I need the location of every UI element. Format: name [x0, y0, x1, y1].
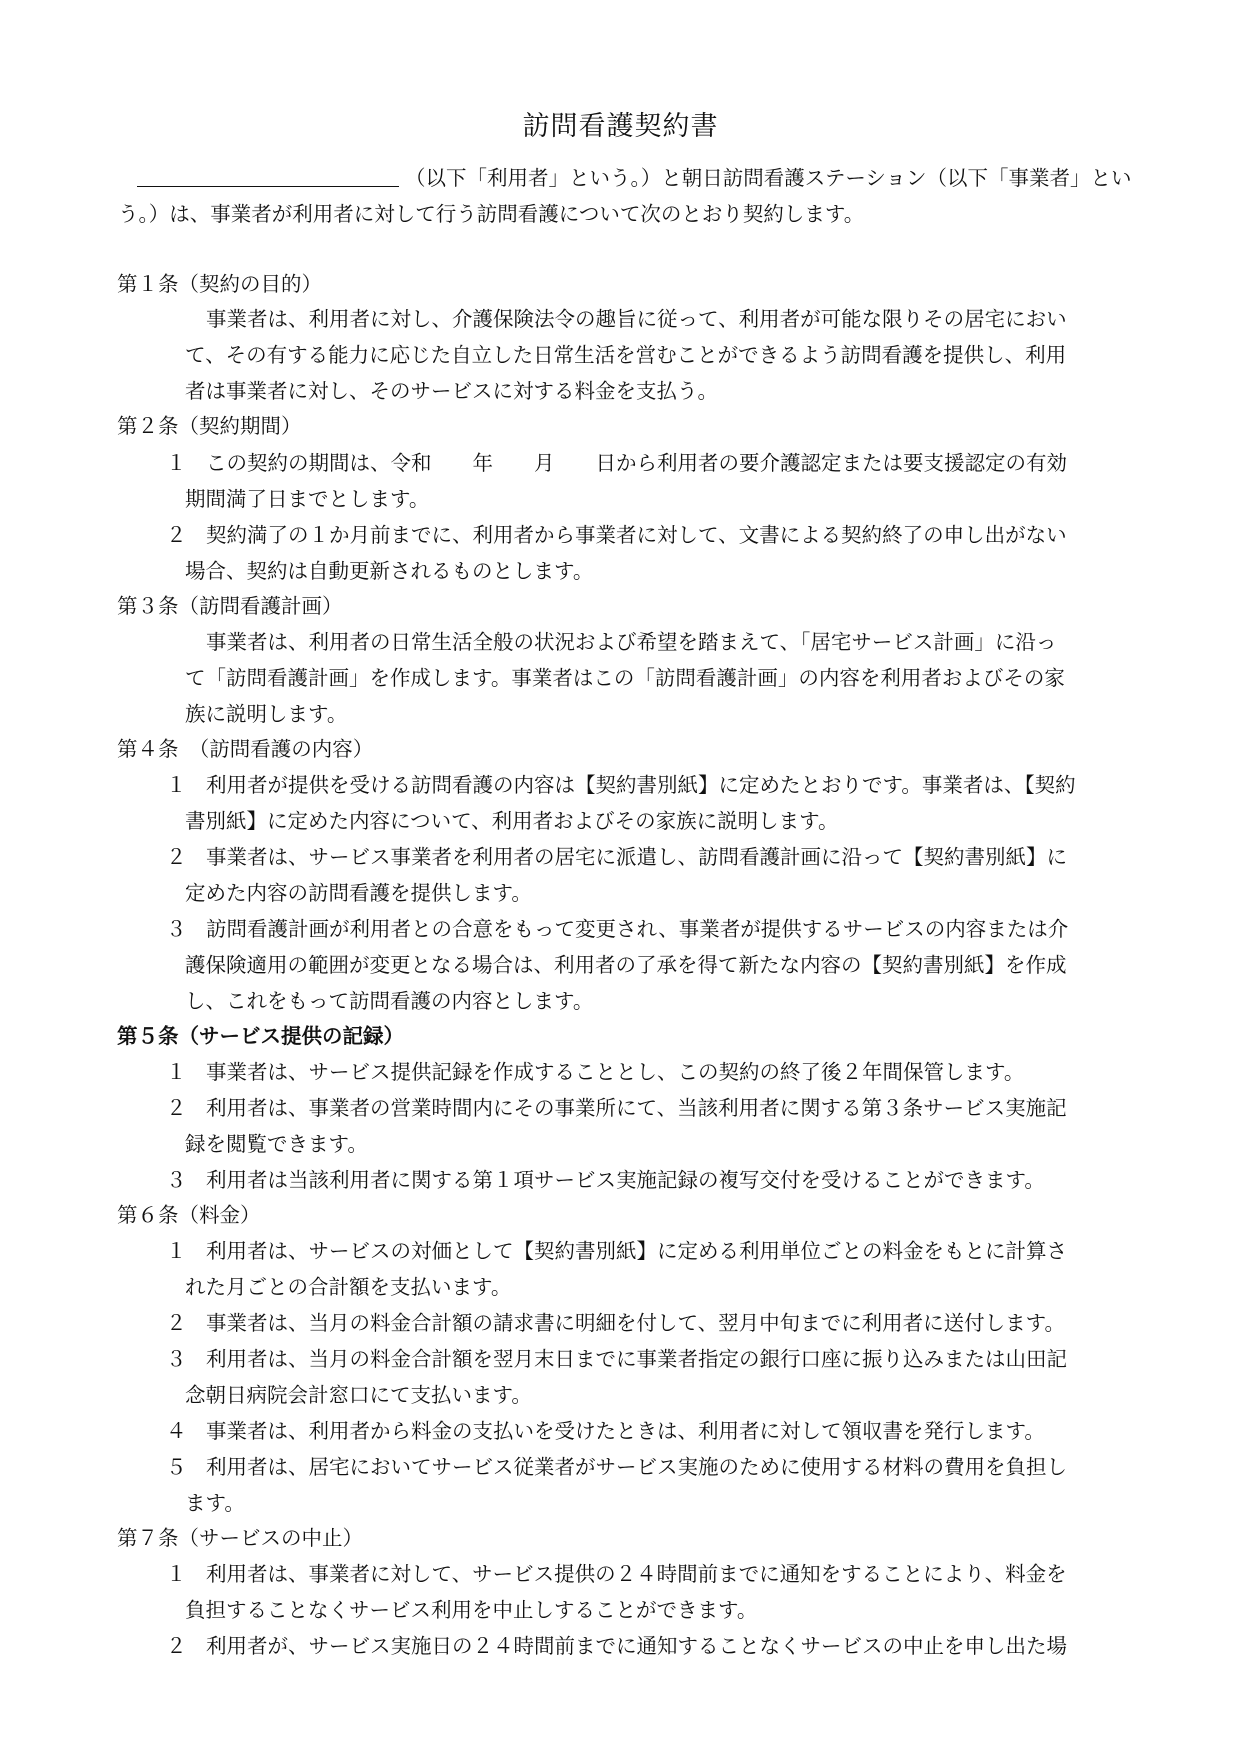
article-2-item-1-cont: 期間満了日までとします。: [185, 487, 430, 511]
item-text: 利用者は、サービスの対価として【契約書別紙】に定める利用単位ごとの料金をもとに計算さ: [206, 1239, 1067, 1263]
article-4-item-2-cont: 定めた内容の訪問看護を提供します。: [185, 881, 532, 905]
article-6-item-2: [166, 1309, 1065, 1337]
intro-line-2: う。）は、事業者が利用者に対して行う訪問看護について次のとおり契約します。: [118, 202, 865, 226]
article-4-item-1-cont: 書別紙】に定めた内容について、利用者およびその家族に説明します。: [185, 809, 839, 833]
item-number: ２: [166, 1096, 187, 1120]
article-2-item-1: [166, 449, 1067, 477]
document-title: 訪問看護契約書: [522, 111, 719, 142]
item-number: ２: [166, 1634, 187, 1658]
item-number: ３: [166, 1168, 187, 1192]
article-6-item-5-cont: ます。: [185, 1491, 245, 1515]
article-4-item-3-cont-1: 護保険適用の範囲が変更となる場合は、利用者の了承を得て新たな内容の【契約書別紙】を作成: [185, 953, 1067, 977]
article-5-heading: 第５条（サービス提供の記録）: [117, 1024, 404, 1048]
item-number: １: [166, 773, 187, 797]
item-text: この契約の期間は、令和 年 月 日から利用者の要介護認定または要支援認定の有効: [206, 451, 1067, 475]
item-text: 事業者は、利用者から料金の支払いを受けたときは、利用者に対して領収書を発行します。: [206, 1419, 1045, 1443]
item-text: 事業者は、当月の料金合計額の請求書に明細を付して、翌月中旬までに利用者に送付します。: [206, 1311, 1065, 1335]
article-3-body-line-2: て「訪問看護計画」を作成します。事業者はこの「訪問看護計画」の内容を利用者およびその家: [185, 666, 1065, 690]
article-4-item-3: [166, 915, 1068, 943]
item-text: 利用者が提供を受ける訪問看護の内容は【契約書別紙】に定めたとおりです。事業者は、【契約: [206, 773, 1076, 797]
article-4-item-1: [166, 771, 1076, 799]
item-text: 利用者は、居宅においてサービス従業者がサービス実施のために使用する材料の費用を負担し: [206, 1455, 1067, 1479]
item-number: ５: [166, 1455, 187, 1479]
item-text: 利用者は当該利用者に関する第１項サービス実施記録の複写交付を受けることができます。: [206, 1168, 1045, 1192]
article-7-item-2: [166, 1632, 1067, 1660]
article-1-heading: 第１条（契約の目的）: [117, 272, 322, 296]
article-7-heading: 第７条（サービスの中止）: [117, 1526, 363, 1550]
item-text: 契約満了の１か月前までに、利用者から事業者に対して、文書による契約終了の申し出がない: [206, 523, 1067, 547]
item-number: ２: [166, 845, 187, 869]
item-number: ３: [166, 1347, 187, 1371]
article-4-heading: 第４条 （訪問看護の内容）: [117, 737, 374, 761]
article-3-body-line-3: 族に説明します。: [185, 702, 348, 726]
article-5-item-3: [166, 1166, 1045, 1194]
article-6-item-4: [166, 1417, 1045, 1445]
item-number: ３: [166, 917, 187, 941]
item-text: 利用者は、事業者に対して、サービス提供の２４時間前までに通知をすることにより、料金を: [206, 1562, 1067, 1586]
intro-line-1: [137, 164, 1132, 192]
item-text: 利用者は、事業者の営業時間内にその事業所にて、当該利用者に関する第３条サービス実施記: [206, 1096, 1067, 1120]
article-2-item-2: [166, 521, 1067, 549]
article-5-item-2-cont: 録を閲覧できます。: [185, 1132, 368, 1156]
item-number: ２: [166, 523, 187, 547]
item-number: １: [166, 1060, 187, 1084]
article-6-item-1: [166, 1237, 1067, 1265]
item-text: 利用者が、サービス実施日の２４時間前までに通知することなくサービスの中止を申し出た場: [206, 1634, 1067, 1658]
article-6-heading: 第６条（料金）: [117, 1203, 261, 1227]
article-6-item-5: [166, 1453, 1067, 1481]
article-7-item-1-cont: 負担することなくサービス利用を中止しすることができます。: [185, 1598, 758, 1622]
article-4-item-2: [166, 843, 1067, 871]
item-number: １: [166, 451, 187, 475]
article-1-body-line-3: 者は事業者に対し、そのサービスに対する料金を支払う。: [185, 379, 718, 403]
article-4-item-3-cont-2: し、これをもって訪問看護の内容とします。: [185, 989, 594, 1013]
article-7-item-1: [166, 1560, 1067, 1588]
article-3-heading: 第３条（訪問看護計画）: [117, 594, 343, 618]
item-text: 訪問看護計画が利用者との合意をもって変更され、事業者が提供するサービスの内容または介: [206, 917, 1069, 941]
item-text: 利用者は、当月の料金合計額を翌月末日までに事業者指定の銀行口座に振り込みまたは山田記: [206, 1347, 1067, 1371]
item-text: 事業者は、サービス事業者を利用者の居宅に派遣し、訪問看護計画に沿って【契約書別紙】に: [206, 845, 1067, 869]
article-2-heading: 第２条（契約期間）: [117, 414, 302, 438]
item-number: ４: [166, 1419, 187, 1443]
article-6-item-1-cont: れた月ごとの合計額を支払います。: [185, 1275, 512, 1299]
article-5-item-2: [166, 1094, 1067, 1122]
article-1-body-line-2: て、その有する能力に応じた自立した日常生活を営むことができるよう訪問看護を提供し、利用: [185, 343, 1067, 367]
item-text: 事業者は、サービス提供記録を作成することとし、この契約の終了後２年間保管します。: [206, 1060, 1025, 1084]
article-1-body-line-1: 事業者は、利用者に対し、介護保険法令の趣旨に従って、利用者が可能な限りその居宅におい: [206, 307, 1067, 331]
article-6-item-3-cont: 念朝日病院会計窓口にて支払います。: [185, 1383, 532, 1407]
article-5-item-1: [166, 1058, 1024, 1086]
item-number: １: [166, 1562, 187, 1586]
intro-text-1: （以下「利用者」という。）と朝日訪問看護ステーション（以下「事業者」とい: [405, 166, 1132, 190]
item-number: １: [166, 1239, 187, 1263]
item-number: ２: [166, 1311, 187, 1335]
article-3-body-line-1: 事業者は、利用者の日常生活全般の状況および希望を踏まえて、「居宅サービス計画」に沿っ: [206, 630, 1057, 654]
user-name-blank: [137, 166, 399, 187]
article-6-item-3: [166, 1345, 1067, 1373]
article-2-item-2-cont: 場合、契約は自動更新されるものとします。: [185, 559, 594, 583]
